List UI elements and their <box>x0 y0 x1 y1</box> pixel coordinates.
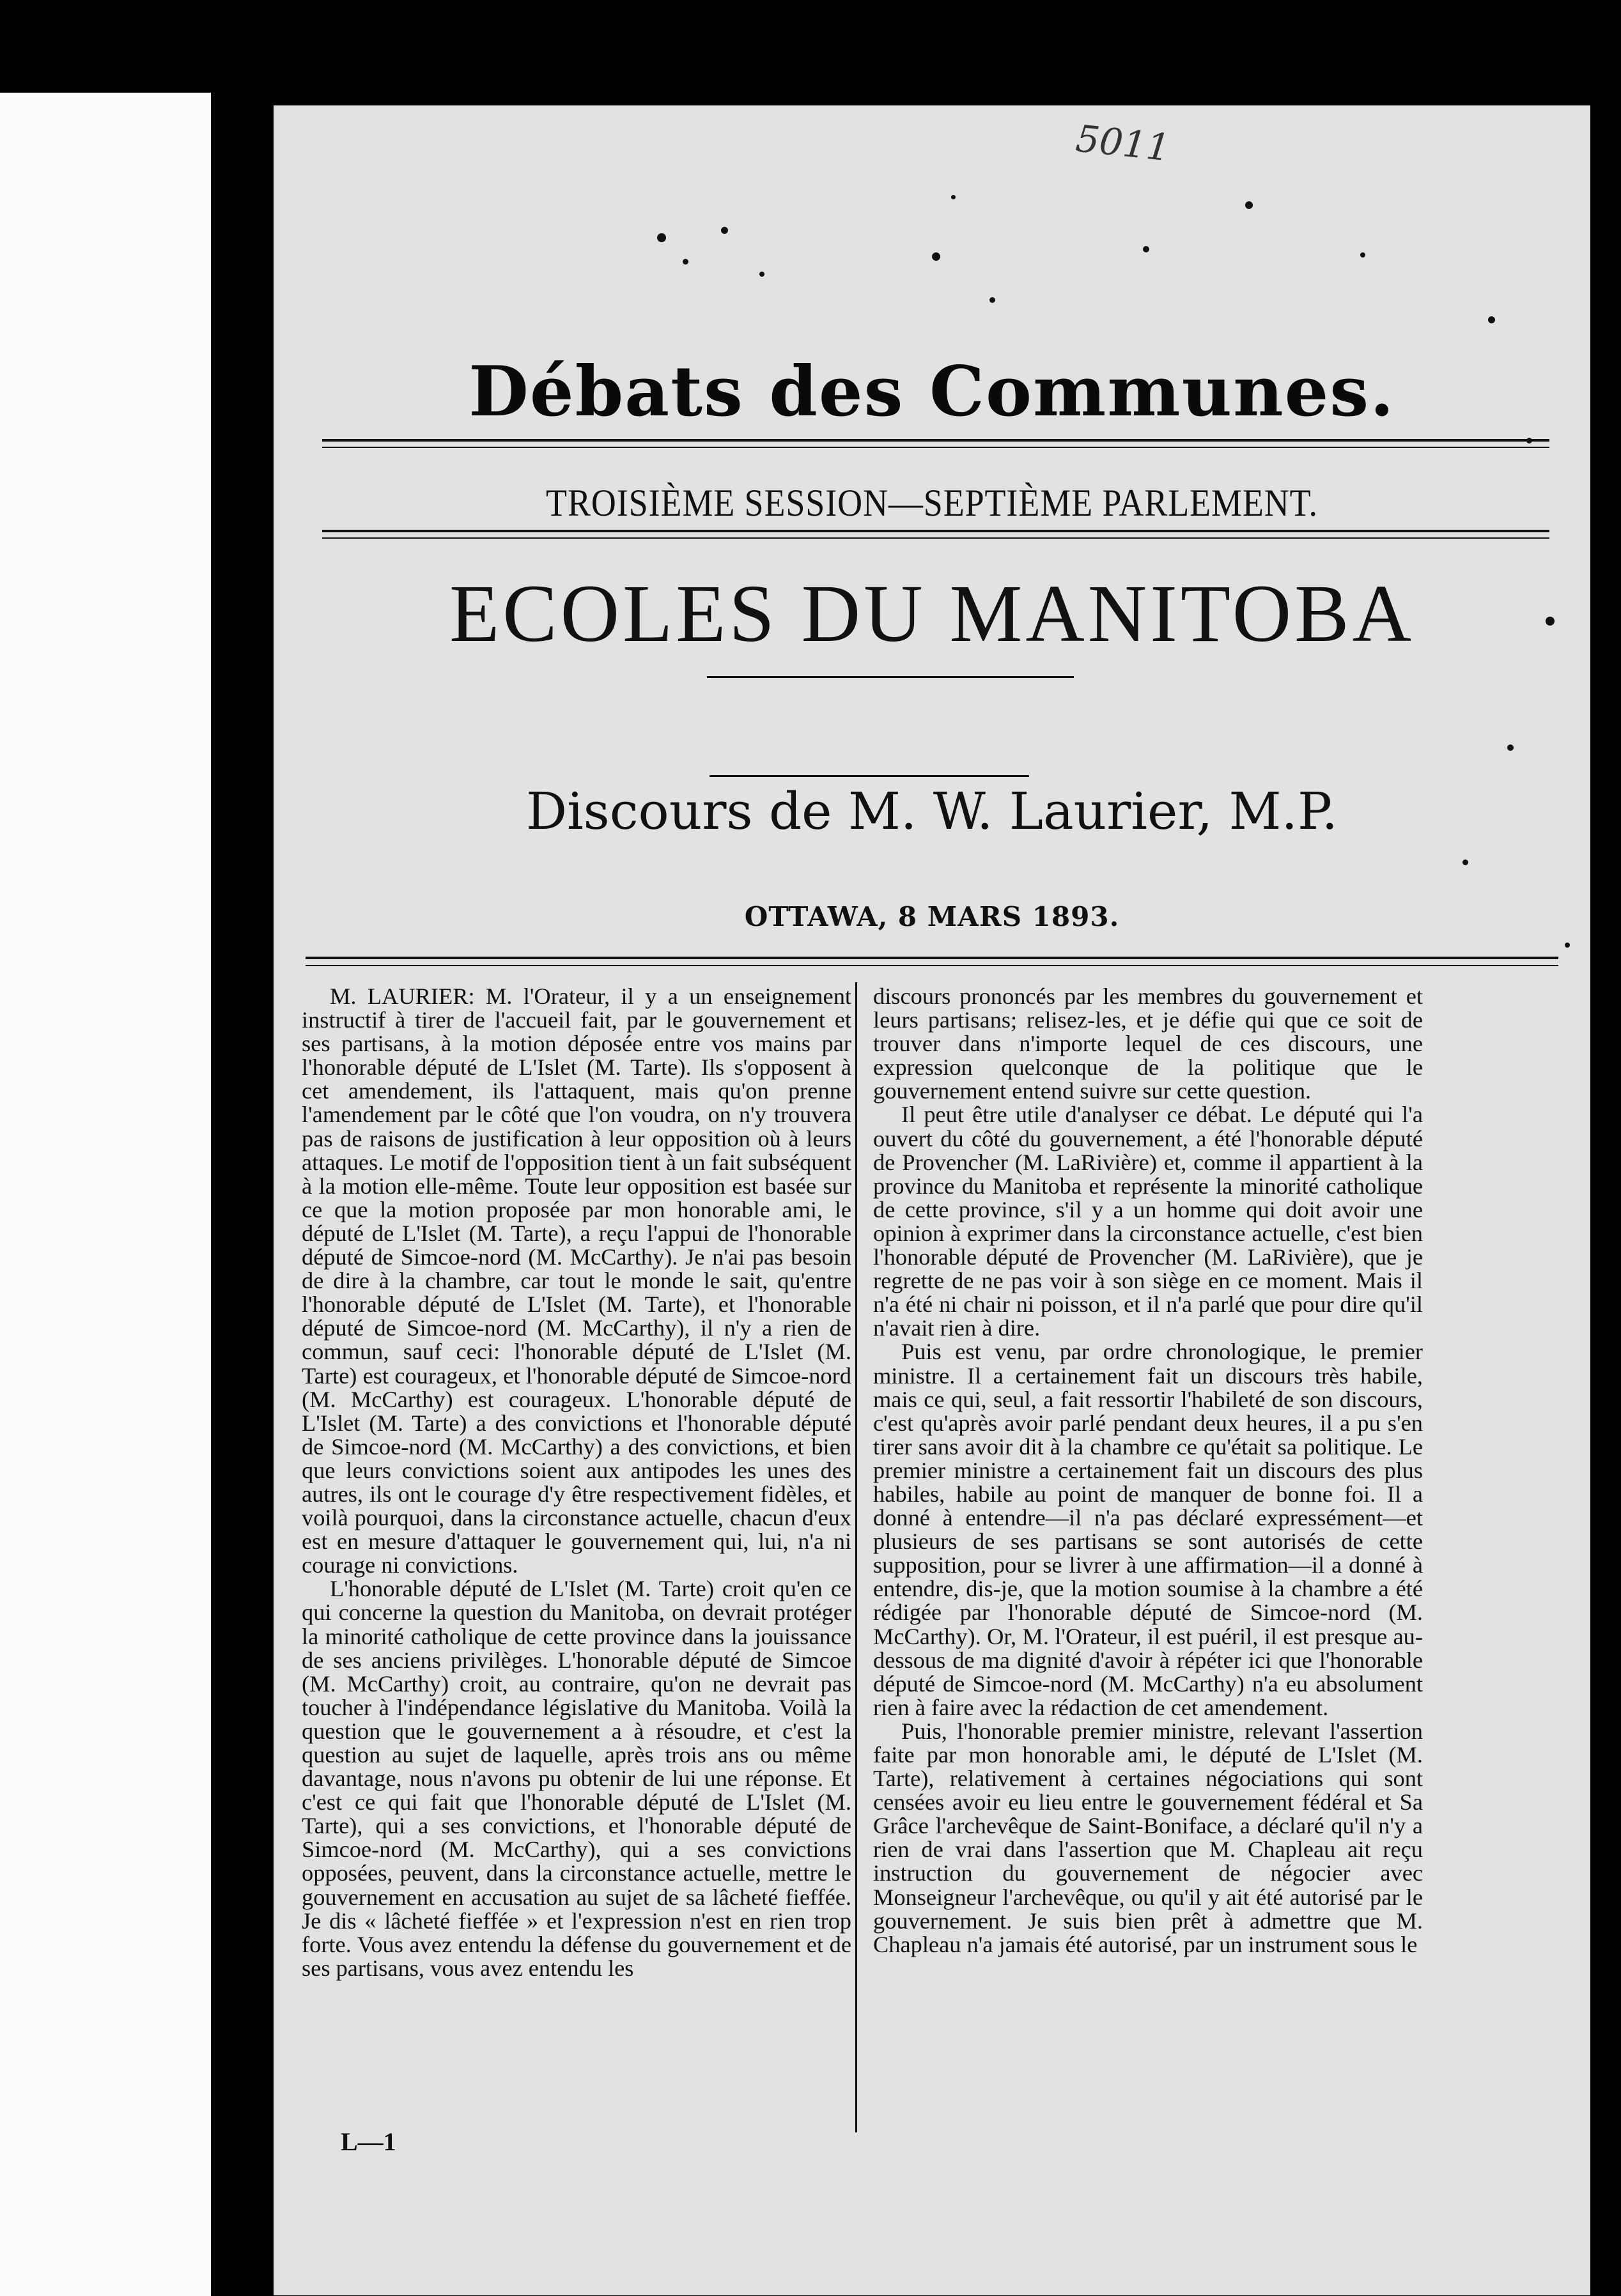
speech-subtitle: Discours de M. W. Laurier, M.P. <box>525 782 1338 841</box>
ink-speck <box>951 195 956 199</box>
ink-speck <box>721 227 728 234</box>
ink-speck <box>932 252 940 261</box>
body-rule-top <box>306 957 1558 959</box>
paragraph: Puis est venu, par ordre chronologique, le premier ministre. Il a certainement fait un discours très habile, mais ce qui, seul, a fait ressortir l'habileté de son discours, c'est qu'après avoir parlé pendant deux heures, il a pu s'en tirer sans avoir dit à la chambre ce qu'était sa politique. Le premier ministre a certainement fait un discours des plus habiles, habile au point de manquer de bonne foi. Il a donné à entendre—il n'a pas déclaré expressément—et plusieurs de ses partisans se sont autorisés de cette supposition, pour se livrer à une affirmation—il a donné à entendre, dis-je, que la motion soumise à la chambre a été rédigée par l'honorable député de Simcoe-nord (M. McCarthy). Or, M. l'Orateur, il est puéril, il est presque au-dessous de ma dignité d'avoir à répéter ici que l'honorable député de Simcoe-nord (M. McCarthy) n'a eu absolument rien à faire avec la rédaction de cet amendement. <box>873 1339 1423 1720</box>
paragraph: L'honorable député de L'Islet (M. Tarte) croit qu'en ce qui concerne la question du Manitoba, on devrait protéger la minorité catholique de cette province dans la jouissance de ses anciens privilèges. L'honorable député de Simcoe (M. McCarthy) croit, au contraire, qu'on ne devrait pas toucher à l'indépendance législative du Manitoba. Voilà la question que le gouvernement a à résoudre, et c'est la question au sujet de laquelle, après trois ans ou même davantage, nous n'avons pu obtenir de lui une réponse. Et c'est ce qui fait que l'honorable député de L'Islet (M. Tarte), qui a ses convictions, et l'honorable député de Simcoe-nord (M. McCarthy), qui a ses convictions opposées, peuvent, dans la circonstance actuelle, mettre le gouvernement en accusation au sujet de sa lâcheté fieffée. Je dis « lâcheté fieffée » et l'expression n'est en rien trop forte. Vous avez entendu la défense du gouvernement et de ses partisans, vous avez entendu les <box>302 1576 851 1981</box>
headline: ECOLES DU MANITOBA <box>449 568 1415 659</box>
subtitle-separator <box>710 775 1029 777</box>
ink-speck <box>1360 252 1365 258</box>
column-divider <box>855 982 857 2132</box>
ink-speck <box>1462 859 1468 865</box>
paragraph: M. LAURIER: M. l'Orateur, il y a un enseignement instructif à tirer de l'accueil fait, par le gouvernement et ses partisans, à la motion déposée entre vos mains par l'honorable député de L'Islet (M. Tarte). Ils s'opposent à cet amendement, ils l'attaquent, mais qu'on prenne l'amendement par le côté que l'on voudra, on n'y trouvera pas de raisons de justification à leur opposition où à leurs attaques. Le motif de l'opposition tient à un fait subséquent à la motion elle-même. Toute leur opposition est basée sur ce que la motion proposée par mon honorable ami, le député de L'Islet (M. Tarte), a reçu l'appui de l'honorable député de Simcoe-nord (M. McCarthy). Je n'ai pas besoin de dire à la chambre, car tout le monde le sait, qu'entre l'honorable député de L'Islet (M. Tarte), et l'honorable député de Simcoe-nord (M. McCarthy), il n'y a rien de commun, sauf ceci: l'honorable député de L'Islet (M. Tarte) est courageux, et l'honorable député de Simcoe-nord (M. McCarthy) est courageux. L'honorable député de L'Islet (M. Tarte) a des convictions et l'honorable député de Simcoe-nord (M. McCarthy) a des convictions, et bien que leurs convictions soient aux antipodes les unes des autres, ils ont le courage d'y être respectivement fidèles, et voilà pourquoi, dans la circonstance actuelle, chacun d'eux est en mesure d'attaquer le gouvernement qui, lui, n'a ni courage ni convictions. <box>302 985 851 1578</box>
session-rule-bottom <box>322 537 1549 539</box>
masthead-rule-top <box>322 439 1549 442</box>
ink-speck <box>1245 201 1253 209</box>
dateline: OTTAWA, 8 MARS 1893. <box>744 901 1120 932</box>
signature-mark: L—1 <box>341 2127 396 2156</box>
headline-separator <box>707 676 1074 678</box>
handwritten-catalog-mark: 5011 <box>1073 116 1172 170</box>
ink-speck <box>683 259 688 265</box>
ink-speck <box>657 233 666 242</box>
body-rule-bottom <box>306 965 1558 966</box>
ink-speck <box>989 297 995 303</box>
ink-speck <box>1565 943 1570 948</box>
ink-speck <box>759 272 764 277</box>
ink-speck <box>1488 316 1495 323</box>
text-column-left <box>302 985 851 2122</box>
session-rule-top <box>322 530 1549 532</box>
ink-speck <box>1507 744 1514 751</box>
masthead-title: Débats des Communes. <box>469 351 1395 432</box>
paragraph: Il peut être utile d'analyser ce débat. Le député qui l'a ouvert du côté du gouvernement, a été l'honorable député de Provencher (M. LaRivière) et, comme il appartient à la province du Manitoba et représente la minorité catholique de cette province, s'il y a un homme qui doit avoir une opinion à exprimer dans la circonstance actuelle, c'est bien l'honorable député de Provencher (M. LaRivière), que je regrette de ne pas voir à son siège en ce moment. Mais il n'a été ni chair ni poisson, et il n'a parlé que pour dire qu'il n'avait rien à dire. <box>873 1102 1423 1341</box>
ink-speck <box>1143 246 1149 252</box>
paragraph: discours prononcés par les membres du gouvernement et leurs partisans; relisez-les, et je défie qui que ce soit de trouver dans n'importe lequel de ces discours, une expression quelconque de la politique que le gouvernement entend suivre sur cette question. <box>873 985 1423 1104</box>
text-column-right <box>873 985 1423 2122</box>
masthead-rule-bottom <box>322 447 1549 448</box>
session-line: TROISIÈME SESSION—SEPTIÈME PARLEMENT. <box>546 482 1318 524</box>
adjacent-page-strip <box>0 93 211 2296</box>
document-page <box>274 105 1590 2295</box>
paragraph: Puis, l'honorable premier ministre, relevant l'assertion faite par mon honorable ami, le député de L'Islet (M. Tarte), relativement à certaines négociations qui sont censées avoir eu lieu entre le gouvernement fédéral et Sa Grâce l'archevêque de Saint-Boniface, a déclaré qu'il n'y a rien de vrai dans l'assertion que M. Chapleau ait reçu instruction du gouvernement de négocier avec Monseigneur l'archevêque, ou qu'il y ait été autorisé par le gouvernement. Je suis bien prêt à admettre que M. Chapleau n'a jamais été autorisé, par un instrument sous le <box>873 1718 1423 1957</box>
